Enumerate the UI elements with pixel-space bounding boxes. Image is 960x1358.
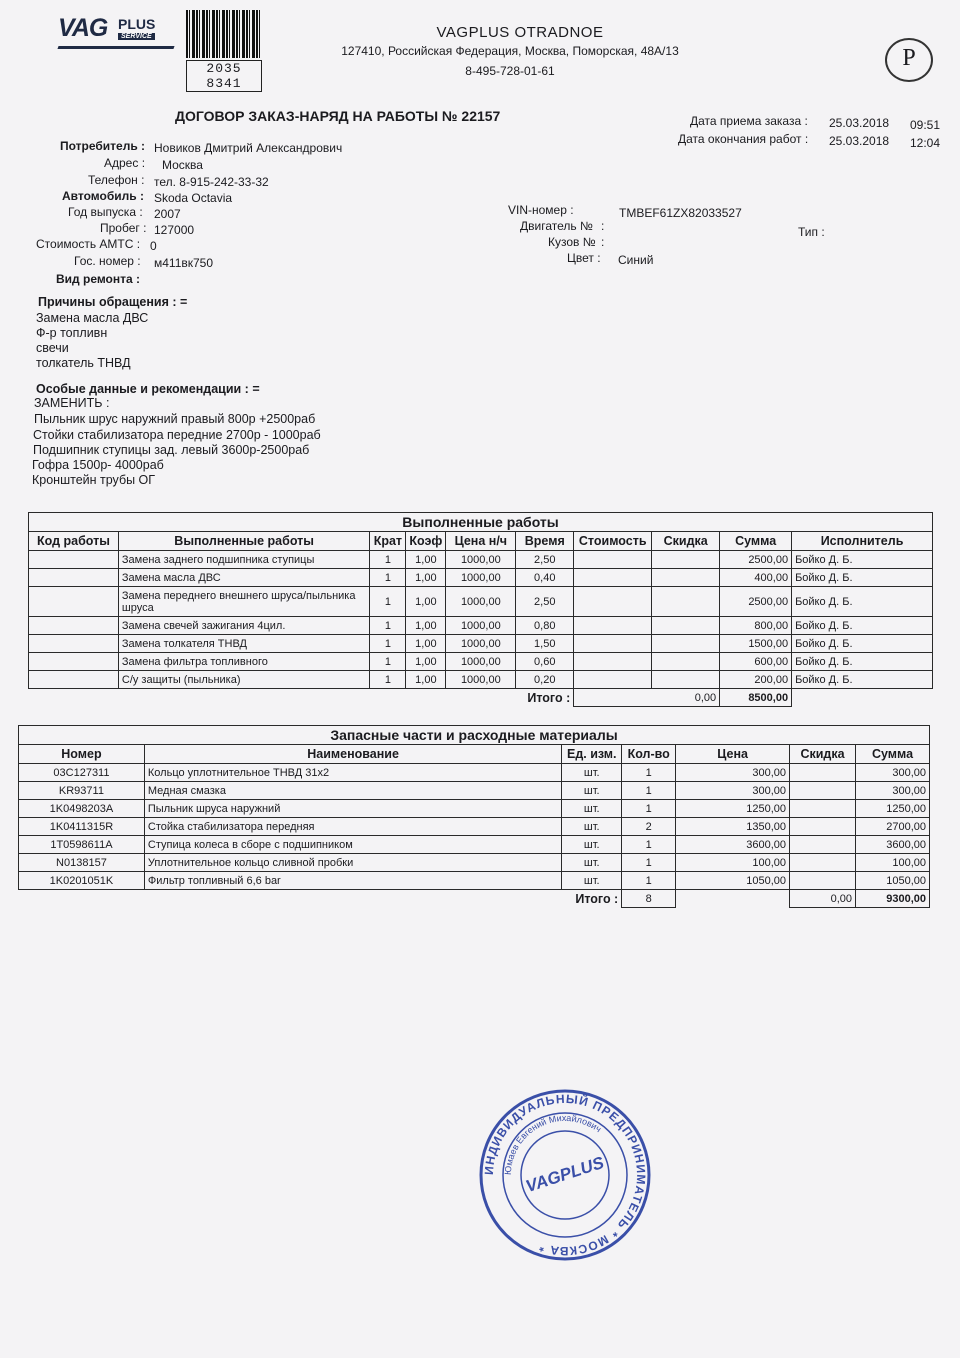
stamp-name-text: Юмаев Евгений Михайлович	[502, 1112, 604, 1176]
part-price: 1350,00	[676, 818, 790, 836]
work-sum: 600,00	[720, 653, 792, 671]
logo-plus-text: PLUS	[118, 16, 156, 32]
work-performer: Бойко Д. Б.	[792, 587, 933, 617]
work-sum: 2500,00	[720, 551, 792, 569]
work-name: Замена толкателя ТНВД	[118, 635, 370, 653]
works-total-row	[29, 689, 933, 707]
work-krat: 1	[370, 671, 406, 689]
work-time: 0,20	[516, 671, 574, 689]
work-time: 1,50	[516, 635, 574, 653]
parts-total-sum: 9300,00	[856, 890, 930, 908]
part-discount	[790, 782, 856, 800]
parts-section-title: Запасные части и расходные материалы	[19, 726, 930, 745]
works-col-name: Выполненные работы	[118, 532, 370, 551]
part-name: Кольцо уплотнительное ТНВД 31х2	[144, 764, 561, 782]
work-sum: 800,00	[720, 617, 792, 635]
parts-col-price: Цена	[676, 745, 790, 764]
logo-main-text: VAG	[58, 14, 108, 42]
barcode	[186, 10, 262, 91]
work-krat: 1	[370, 587, 406, 617]
work-sum: 1500,00	[720, 635, 792, 653]
part-name: Медная смазка	[144, 782, 561, 800]
reason-line: Замена масла ДВС	[36, 311, 149, 325]
parts-col-sum: Сумма	[856, 745, 930, 764]
part-number: KR93711	[19, 782, 145, 800]
work-koef: 1,00	[406, 569, 446, 587]
company-address: 127410, Российская Федерация, Москва, Поморская, 48А/13	[341, 44, 679, 58]
work-code	[29, 587, 119, 617]
special-line: Пыльник шрус наружний правый 800р +2500раб	[34, 412, 316, 426]
works-total-sum: 8500,00	[720, 689, 792, 707]
part-qty: 1	[622, 872, 676, 890]
works-col-price: Цена н/ч	[446, 532, 516, 551]
car-label: Автомобиль :	[62, 189, 144, 203]
work-sum: 200,00	[720, 671, 792, 689]
stamp-graphic	[476, 1086, 654, 1264]
works-col-krat: Крат	[370, 532, 406, 551]
work-performer: Бойко Д. Б.	[792, 671, 933, 689]
parts-col-number: Номер	[19, 745, 145, 764]
body-label: Кузов №	[548, 235, 596, 249]
work-performer: Бойко Д. Б.	[792, 635, 933, 653]
work-koef: 1,00	[406, 551, 446, 569]
parts-total-label: Итого :	[19, 890, 622, 908]
repair-kind-label: Вид ремонта :	[56, 272, 141, 286]
works-col-sum: Сумма	[720, 532, 792, 551]
work-sum: 400,00	[720, 569, 792, 587]
work-koef: 1,00	[406, 587, 446, 617]
part-discount	[790, 764, 856, 782]
part-name: Пыльник шруса наружний	[144, 800, 561, 818]
work-discount	[652, 617, 720, 635]
phone-value: тел. 8-915-242-33-32	[154, 175, 269, 189]
part-unit: шт.	[562, 872, 622, 890]
table-row	[29, 671, 933, 689]
table-row	[29, 617, 933, 635]
work-cost	[574, 653, 652, 671]
work-name: Замена заднего подшипника ступицы	[118, 551, 370, 569]
work-koef: 1,00	[406, 635, 446, 653]
special-line: Подшипник ступицы зад. левый 3600р-2500раб	[33, 443, 310, 457]
work-name: Замена свечей зажигания 4цил.	[118, 617, 370, 635]
works-total-empty	[792, 689, 933, 707]
part-number: 1T0598611A	[19, 836, 145, 854]
engine-colon: :	[601, 219, 605, 233]
work-code	[29, 635, 119, 653]
part-discount	[790, 800, 856, 818]
work-price: 1000,00	[446, 653, 516, 671]
works-col-time: Время	[516, 532, 574, 551]
consumer-value: Новиков Дмитрий Александрович	[154, 141, 343, 155]
work-code	[29, 671, 119, 689]
work-performer: Бойко Д. Б.	[792, 617, 933, 635]
work-code	[29, 569, 119, 587]
stamp-center-text: VAGPLUS	[523, 1152, 607, 1197]
work-cost	[574, 617, 652, 635]
work-cost	[574, 551, 652, 569]
work-cost	[574, 635, 652, 653]
mileage-value: 127000	[154, 223, 195, 237]
part-unit: шт.	[562, 764, 622, 782]
body-colon: :	[601, 235, 605, 249]
table-row	[19, 854, 930, 872]
finished-time: 12:04	[910, 136, 941, 150]
parts-col-discount: Скидка	[790, 745, 856, 764]
reason-line: Ф-р топливн	[36, 326, 108, 340]
color-value: Синий	[618, 253, 654, 267]
received-time: 09:51	[910, 118, 941, 132]
special-line: Стойки стабилизатора передние 2700р - 1000раб	[33, 428, 321, 442]
work-discount	[652, 635, 720, 653]
special-line: Кронштейн трубы ОГ	[32, 473, 156, 487]
work-name: Замена фильтра топливного	[118, 653, 370, 671]
special-line: ЗАМЕНИТЬ :	[34, 396, 110, 410]
part-number: 1K0498203A	[19, 800, 145, 818]
special-label: Особые данные и рекомендации : =	[36, 382, 260, 396]
part-discount	[790, 872, 856, 890]
work-name: Замена переднего внешнего шруса/пыльника шруса	[118, 587, 370, 617]
part-name: Стойка стабилизатора передняя	[144, 818, 561, 836]
part-discount	[790, 836, 856, 854]
company-phone: 8-495-728-01-61	[465, 64, 555, 78]
work-price: 1000,00	[446, 587, 516, 617]
work-code	[29, 551, 119, 569]
vagplus-logo	[58, 14, 178, 54]
plate-value: м411вк750	[154, 256, 214, 270]
parts-col-unit: Ед. изм.	[562, 745, 622, 764]
part-qty: 2	[622, 818, 676, 836]
work-time: 2,50	[516, 551, 574, 569]
works-col-cost: Стоимость	[574, 532, 652, 551]
work-time: 0,60	[516, 653, 574, 671]
table-row	[19, 764, 930, 782]
part-sum: 1250,00	[856, 800, 930, 818]
work-koef: 1,00	[406, 653, 446, 671]
part-sum: 300,00	[856, 764, 930, 782]
part-price: 1050,00	[676, 872, 790, 890]
part-unit: шт.	[562, 854, 622, 872]
part-sum: 3600,00	[856, 836, 930, 854]
part-price: 100,00	[676, 854, 790, 872]
company-stamp	[476, 1086, 654, 1264]
work-discount	[652, 587, 720, 617]
vin-label: VIN-номер :	[508, 203, 574, 217]
barcode-number: 2035 8341	[186, 60, 262, 92]
table-row	[19, 836, 930, 854]
special-line: Гофра 1500р- 4000раб	[32, 458, 164, 472]
company-name: VAGPLUS OTRADNOE	[436, 24, 604, 41]
finished-date: 25.03.2018	[829, 134, 890, 148]
table-row	[29, 635, 933, 653]
part-price: 3600,00	[676, 836, 790, 854]
works-section-title: Выполненные работы	[29, 513, 933, 532]
vin-value: TMBEF61ZX82033527	[619, 206, 742, 220]
mileage-label: Пробег :	[100, 221, 147, 235]
table-row	[19, 782, 930, 800]
work-krat: 1	[370, 617, 406, 635]
work-price: 1000,00	[446, 635, 516, 653]
color-label: Цвет :	[567, 251, 601, 265]
work-performer: Бойко Д. Б.	[792, 569, 933, 587]
work-name: Замена масла ДВС	[118, 569, 370, 587]
part-name: Фильтр топливный 6,6 bar	[144, 872, 561, 890]
part-unit: шт.	[562, 782, 622, 800]
table-row	[19, 872, 930, 890]
year-value: 2007	[154, 207, 181, 221]
part-qty: 1	[622, 782, 676, 800]
part-sum: 1050,00	[856, 872, 930, 890]
cost-value: 0	[150, 239, 157, 253]
stamp-ring-text: ИНДИВИДУАЛЬНЫЙ ПРЕДПРИНИМАТЕЛЬ * МОСКВА *	[481, 1091, 649, 1259]
plate-label: Гос. номер :	[74, 254, 141, 268]
parts-table	[18, 725, 930, 908]
works-col-performer: Исполнитель	[792, 532, 933, 551]
parts-total-spacer	[676, 890, 790, 908]
table-row	[29, 569, 933, 587]
work-price: 1000,00	[446, 551, 516, 569]
parts-total-row	[19, 890, 930, 908]
work-cost	[574, 587, 652, 617]
part-name: Уплотнительное кольцо сливной пробки	[144, 854, 561, 872]
work-cost	[574, 671, 652, 689]
part-qty: 1	[622, 800, 676, 818]
reasons-label: Причины обращения : =	[38, 295, 188, 309]
works-table	[28, 512, 933, 707]
work-discount	[652, 551, 720, 569]
work-koef: 1,00	[406, 671, 446, 689]
parts-col-name: Наименование	[144, 745, 561, 764]
part-number: N0138157	[19, 854, 145, 872]
part-sum: 300,00	[856, 782, 930, 800]
table-row	[19, 800, 930, 818]
work-krat: 1	[370, 569, 406, 587]
car-value: Skoda Octavia	[154, 191, 233, 205]
reason-line: свечи	[36, 341, 69, 355]
part-price: 300,00	[676, 782, 790, 800]
address-value: Москва	[162, 158, 203, 172]
table-row	[29, 653, 933, 671]
part-unit: шт.	[562, 818, 622, 836]
works-total-discount: 0,00	[574, 689, 720, 707]
part-unit: шт.	[562, 800, 622, 818]
order-title: ДОГОВОР ЗАКАЗ-НАРЯД НА РАБОТЫ № 22157	[175, 108, 501, 124]
works-col-code: Код работы	[29, 532, 119, 551]
part-sum: 2700,00	[856, 818, 930, 836]
reason-line: толкатель ТНВД	[36, 356, 131, 370]
part-qty: 1	[622, 764, 676, 782]
type-label: Тип :	[798, 225, 825, 239]
work-price: 1000,00	[446, 569, 516, 587]
part-number: 1K0201051K	[19, 872, 145, 890]
part-discount	[790, 818, 856, 836]
logo-service-text: SERVICE	[118, 33, 155, 40]
parts-col-qty: Кол-во	[622, 745, 676, 764]
part-unit: шт.	[562, 836, 622, 854]
part-name: Ступица колеса в сборе с подшипником	[144, 836, 561, 854]
certification-mark: Р	[885, 38, 933, 82]
work-performer: Бойко Д. Б.	[792, 653, 933, 671]
works-col-discount: Скидка	[652, 532, 720, 551]
cost-label: Стоимость АМТС :	[36, 237, 141, 251]
address-label: Адрес :	[104, 156, 146, 170]
work-time: 0,80	[516, 617, 574, 635]
table-row	[29, 551, 933, 569]
works-total-label: Итого :	[29, 689, 574, 707]
barcode-lines	[186, 10, 262, 58]
received-label: Дата приема заказа :	[690, 114, 808, 128]
part-discount	[790, 854, 856, 872]
work-time: 0,40	[516, 569, 574, 587]
work-krat: 1	[370, 653, 406, 671]
work-performer: Бойко Д. Б.	[792, 551, 933, 569]
work-koef: 1,00	[406, 617, 446, 635]
work-code	[29, 617, 119, 635]
engine-label: Двигатель №	[520, 219, 593, 233]
work-time: 2,50	[516, 587, 574, 617]
part-qty: 1	[622, 854, 676, 872]
logo-underline	[57, 46, 174, 49]
year-label: Год выпуска :	[68, 205, 143, 219]
consumer-label: Потребитель :	[60, 139, 146, 153]
received-date: 25.03.2018	[829, 116, 890, 130]
work-discount	[652, 653, 720, 671]
parts-total-qty: 8	[622, 890, 676, 908]
work-discount	[652, 671, 720, 689]
work-price: 1000,00	[446, 671, 516, 689]
work-code	[29, 653, 119, 671]
work-krat: 1	[370, 551, 406, 569]
work-krat: 1	[370, 635, 406, 653]
phone-label: Телефон :	[88, 173, 145, 187]
part-qty: 1	[622, 836, 676, 854]
work-sum: 2500,00	[720, 587, 792, 617]
parts-total-discount: 0,00	[790, 890, 856, 908]
work-cost	[574, 569, 652, 587]
part-number: 1K0411315R	[19, 818, 145, 836]
works-col-koef: Коэф	[406, 532, 446, 551]
part-number: 03C127311	[19, 764, 145, 782]
part-sum: 100,00	[856, 854, 930, 872]
table-row	[19, 818, 930, 836]
part-price: 1250,00	[676, 800, 790, 818]
work-discount	[652, 569, 720, 587]
part-price: 300,00	[676, 764, 790, 782]
work-name: С/у защиты (пыльника)	[118, 671, 370, 689]
table-row	[29, 587, 933, 617]
finished-label: Дата окончания работ :	[678, 132, 809, 146]
work-price: 1000,00	[446, 617, 516, 635]
